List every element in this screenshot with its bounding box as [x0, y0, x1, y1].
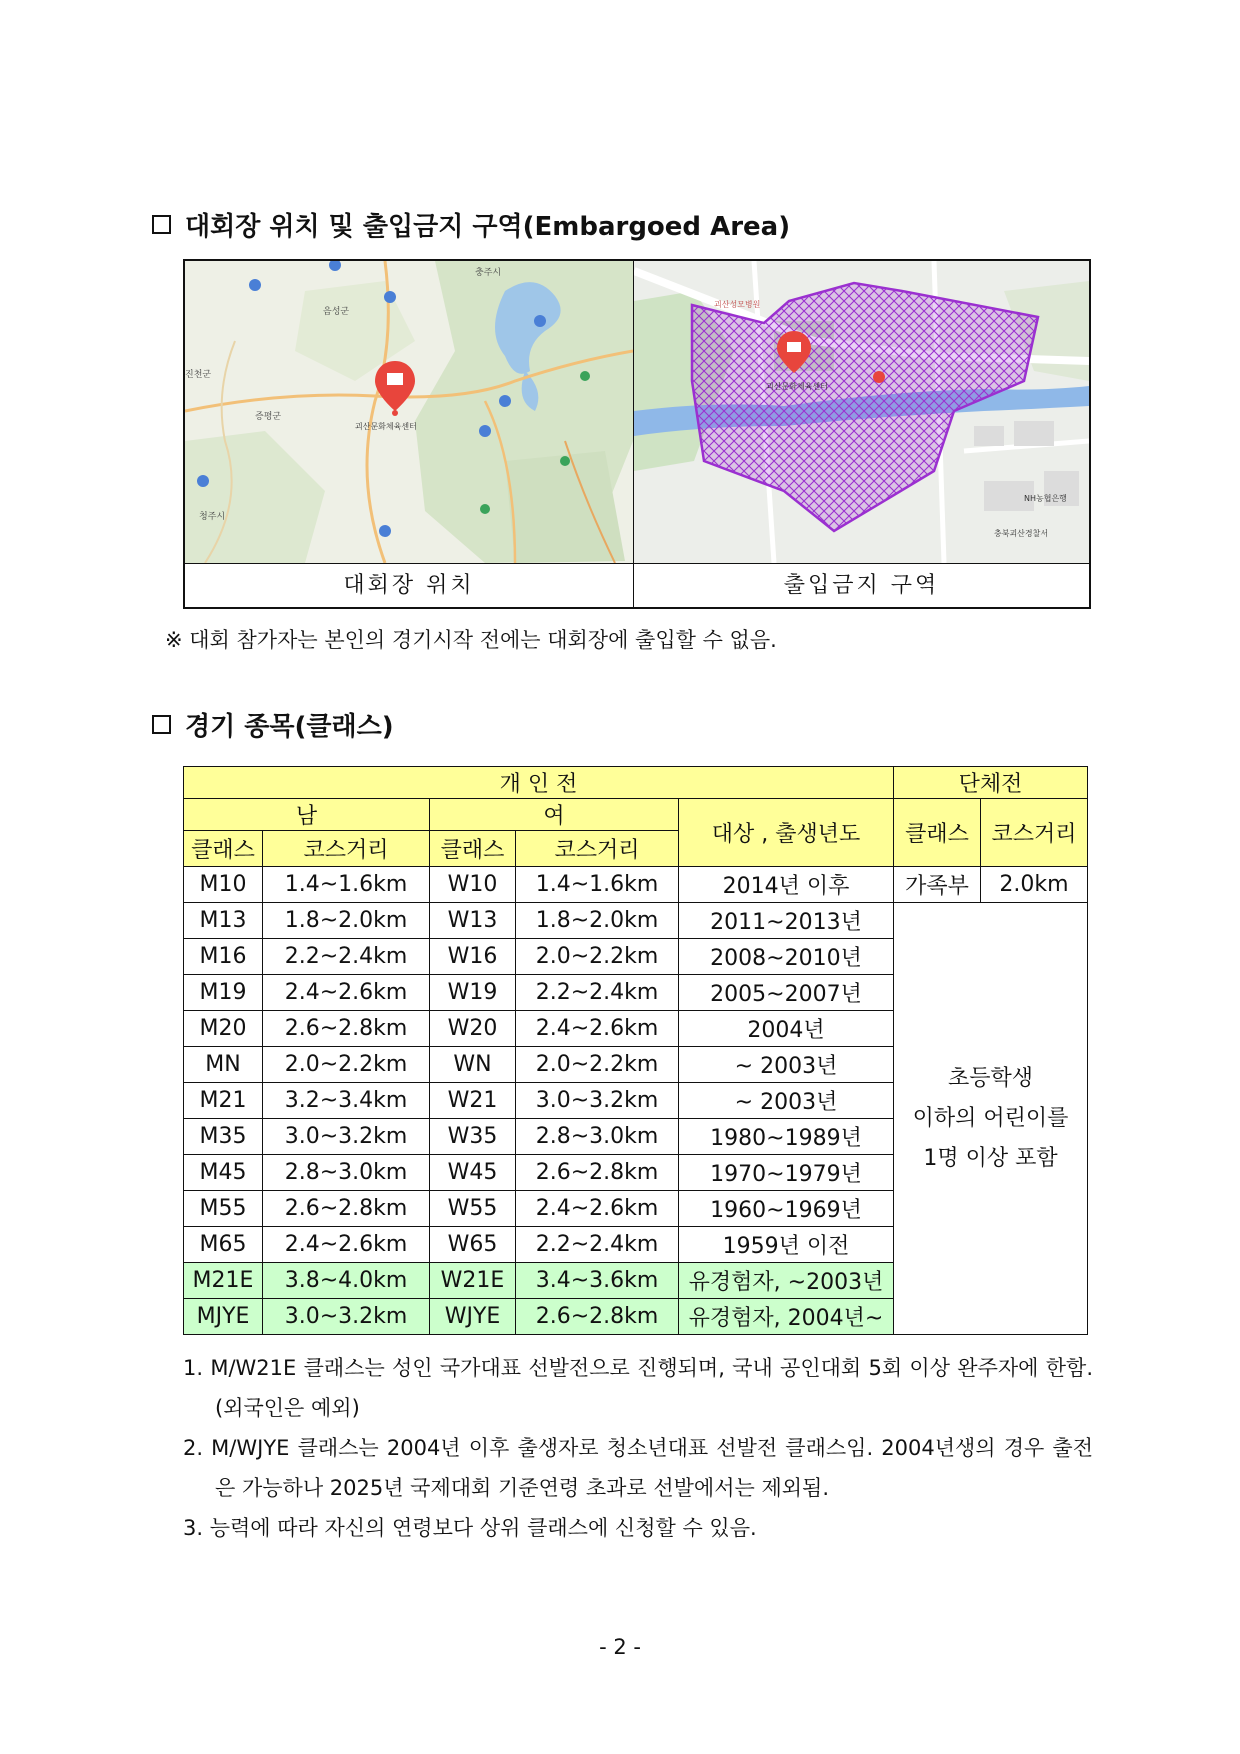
- team-note-line: 1명 이상 포함: [923, 1145, 1058, 1171]
- map-figure: [183, 259, 1091, 609]
- men-distance-cell: 1.4~1.6km: [263, 867, 430, 903]
- section-title-venue: [152, 206, 790, 243]
- table-row: [184, 867, 1088, 903]
- team-eligibility-note: [894, 903, 1088, 1335]
- women-distance-cell: 2.4~2.6km: [516, 1011, 679, 1047]
- section-title-text: 경기 종목(클래스): [185, 712, 394, 742]
- map-label-cheongju: 청주시: [199, 512, 226, 522]
- checkbox-square-icon: [152, 715, 171, 734]
- target-cell: 2008~2010년: [679, 939, 894, 975]
- embargoed-area-map: [634, 261, 1089, 563]
- men-distance-cell: 2.8~3.0km: [263, 1155, 430, 1191]
- men-class-cell: M10: [184, 867, 263, 903]
- page-number: - 2 -: [599, 1635, 641, 1659]
- header-team: 단체전: [894, 767, 1088, 799]
- map-label-eumseong: 음성군: [323, 307, 350, 317]
- class-table: [183, 766, 1088, 1335]
- target-cell: 2011~2013년: [679, 903, 894, 939]
- section-title-text: 대회장 위치 및 출입금지 구역(Embargoed Area): [185, 212, 791, 242]
- women-class-cell: W16: [430, 939, 516, 975]
- map-label-venue: 괴산문화체육센터: [355, 422, 417, 431]
- women-class-cell: W45: [430, 1155, 516, 1191]
- women-distance-cell: 1.8~2.0km: [516, 903, 679, 939]
- women-class-cell: W35: [430, 1119, 516, 1155]
- women-distance-cell: 2.2~2.4km: [516, 975, 679, 1011]
- men-distance-cell: 2.6~2.8km: [263, 1011, 430, 1047]
- table-row: [184, 903, 1088, 939]
- men-distance-cell: 3.0~3.2km: [263, 1299, 430, 1335]
- header-women-course: 코스거리: [516, 831, 679, 867]
- note-item: 2. M/WJYE 클래스는 2004년 이후 출생자로 청소년대표 선발전 클래스임. 2004년생의 경우 출전은 가능하나 2025년 국제대회 기준연령 초과로 선발에서는 제외됨.: [183, 1436, 1093, 1500]
- women-distance-cell: 3.4~3.6km: [516, 1263, 679, 1299]
- men-class-cell: M65: [184, 1227, 263, 1263]
- map-label-nh-bank: NH농협은행: [1024, 494, 1067, 503]
- men-distance-cell: 3.0~3.2km: [263, 1119, 430, 1155]
- header-target: 대상 , 출생년도: [679, 799, 894, 867]
- men-class-cell: M35: [184, 1119, 263, 1155]
- map-label-hospital: 괴산성모병원: [714, 300, 761, 309]
- note-item: 1. M/W21E 클래스는 성인 국가대표 선발전으로 진행되며, 국내 공인대회 5회 이상 완주자에 한함.(외국인은 예외): [183, 1356, 1093, 1420]
- team-note-line: 초등학생: [947, 1065, 1033, 1091]
- men-class-cell: MJYE: [184, 1299, 263, 1335]
- women-distance-cell: 2.0~2.2km: [516, 939, 679, 975]
- target-cell: 2005~2007년: [679, 975, 894, 1011]
- header-team-class: 클래스: [894, 799, 981, 867]
- men-distance-cell: 2.4~2.6km: [263, 1227, 430, 1263]
- section-title-classes: [152, 706, 394, 743]
- target-cell: 1959년 이전: [679, 1227, 894, 1263]
- men-class-cell: MN: [184, 1047, 263, 1083]
- embargoed-area-caption: 출입금지 구역: [783, 573, 940, 598]
- map-label-police: 충북괴산경찰서: [994, 529, 1049, 538]
- women-distance-cell: 2.0~2.2km: [516, 1047, 679, 1083]
- women-distance-cell: 1.4~1.6km: [516, 867, 679, 903]
- map-label-chungju: 충주시: [475, 268, 502, 278]
- map-label-jincheon: 진천군: [185, 370, 212, 380]
- header-men-course: 코스거리: [263, 831, 430, 867]
- women-distance-cell: 3.0~3.2km: [516, 1083, 679, 1119]
- men-class-cell: M13: [184, 903, 263, 939]
- women-distance-cell: 2.6~2.8km: [516, 1155, 679, 1191]
- men-distance-cell: 2.0~2.2km: [263, 1047, 430, 1083]
- venue-location-caption: 대회장 위치: [185, 564, 634, 608]
- target-cell: 1960~1969년: [679, 1191, 894, 1227]
- men-distance-cell: 3.8~4.0km: [263, 1263, 430, 1299]
- target-cell: 2004년: [679, 1011, 894, 1047]
- map-label-jeungpyeong: 증평군: [255, 412, 282, 422]
- header-team-course: 코스거리: [981, 799, 1088, 867]
- women-class-cell: WN: [430, 1047, 516, 1083]
- header-individual: 개 인 전: [184, 767, 894, 799]
- men-class-cell: M45: [184, 1155, 263, 1191]
- women-class-cell: W21: [430, 1083, 516, 1119]
- men-class-cell: M19: [184, 975, 263, 1011]
- women-distance-cell: 2.6~2.8km: [516, 1299, 679, 1335]
- checkbox-square-icon: [152, 215, 171, 234]
- venue-location-map: [185, 261, 634, 563]
- header-men-class: 클래스: [184, 831, 263, 867]
- women-class-cell: W55: [430, 1191, 516, 1227]
- men-class-cell: M55: [184, 1191, 263, 1227]
- women-distance-cell: 2.8~3.0km: [516, 1119, 679, 1155]
- men-class-cell: M21: [184, 1083, 263, 1119]
- women-class-cell: W20: [430, 1011, 516, 1047]
- team-note-line: 이하의 어린이를: [912, 1105, 1069, 1131]
- women-distance-cell: 2.4~2.6km: [516, 1191, 679, 1227]
- men-distance-cell: 1.8~2.0km: [263, 903, 430, 939]
- entry-note: ※ 대회 참가자는 본인의 경기시작 전에는 대회장에 출입할 수 없음.: [165, 628, 777, 652]
- women-class-cell: W10: [430, 867, 516, 903]
- women-class-cell: W19: [430, 975, 516, 1011]
- map-label-venue-detail: 괴산문화체육센터: [766, 382, 828, 391]
- women-class-cell: WJYE: [430, 1299, 516, 1335]
- header-men: 남: [184, 799, 430, 831]
- women-class-cell: W13: [430, 903, 516, 939]
- women-class-cell: W65: [430, 1227, 516, 1263]
- target-cell: ~ 2003년: [679, 1083, 894, 1119]
- target-cell: 2014년 이후: [679, 867, 894, 903]
- women-distance-cell: 2.2~2.4km: [516, 1227, 679, 1263]
- header-women-class: 클래스: [430, 831, 516, 867]
- table-notes: [183, 1348, 1093, 1548]
- men-class-cell: M21E: [184, 1263, 263, 1299]
- team-course-cell: 2.0km: [981, 867, 1088, 903]
- target-cell: 유경험자, 2004년~: [679, 1299, 894, 1335]
- team-class-cell: 가족부: [894, 867, 981, 903]
- men-class-cell: M20: [184, 1011, 263, 1047]
- target-cell: 1980~1989년: [679, 1119, 894, 1155]
- men-class-cell: M16: [184, 939, 263, 975]
- women-class-cell: W21E: [430, 1263, 516, 1299]
- men-distance-cell: 2.6~2.8km: [263, 1191, 430, 1227]
- note-item: 3. 능력에 따라 자신의 연령보다 상위 클래스에 신청할 수 있음.: [183, 1516, 757, 1540]
- men-distance-cell: 3.2~3.4km: [263, 1083, 430, 1119]
- men-distance-cell: 2.2~2.4km: [263, 939, 430, 975]
- men-distance-cell: 2.4~2.6km: [263, 975, 430, 1011]
- target-cell: 유경험자, ~2003년: [679, 1263, 894, 1299]
- target-cell: 1970~1979년: [679, 1155, 894, 1191]
- target-cell: ~ 2003년: [679, 1047, 894, 1083]
- header-women: 여: [430, 799, 679, 831]
